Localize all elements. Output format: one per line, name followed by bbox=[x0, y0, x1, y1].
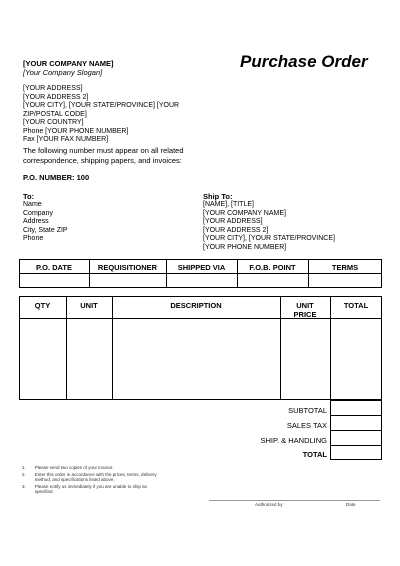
to-label: To: bbox=[23, 192, 35, 201]
to-line: Name bbox=[23, 201, 42, 208]
to-line: Phone bbox=[23, 235, 44, 242]
company-address-line: Phone [YOUR PHONE NUMBER] bbox=[23, 127, 129, 135]
ship-to-line: [YOUR CITY], [YOUR STATE/PROVINCE] bbox=[203, 235, 335, 242]
unit-price-line: UNIT bbox=[296, 301, 314, 310]
totals-divider bbox=[330, 415, 382, 416]
note-text-line: specified. bbox=[34, 489, 54, 494]
company-address-line: [YOUR CITY], [YOUR STATE/PROVINCE] [YOUR bbox=[23, 102, 180, 109]
to-line: Address bbox=[23, 218, 49, 225]
ship-to-line: [YOUR PHONE NUMBER] bbox=[203, 243, 287, 251]
note-item bbox=[22, 465, 157, 471]
to-lines bbox=[23, 201, 68, 244]
company-address-line: ZIP/POSTAL CODE] bbox=[23, 110, 87, 118]
notice-text bbox=[23, 146, 184, 165]
sales-tax-label: SALES TAX bbox=[286, 421, 327, 430]
totals-divider bbox=[330, 445, 382, 446]
notes bbox=[22, 465, 157, 495]
company-slogan: [Your Company Slogan] bbox=[23, 68, 103, 77]
note-text-line: Please notify us immediately if you are unable to ship as bbox=[34, 483, 147, 489]
ship-to-line: [YOUR COMPANY NAME] bbox=[203, 209, 286, 217]
to-line: Company bbox=[23, 209, 53, 217]
company-address-line: [YOUR ADDRESS 2] bbox=[23, 93, 89, 101]
totals-divider bbox=[330, 430, 382, 431]
notice-line: correspondence, shipping papers, and invoices: bbox=[23, 155, 182, 165]
note-number: 1. bbox=[22, 465, 26, 470]
total-label: TOTAL bbox=[302, 450, 327, 459]
authorized-by-label: Authorized by bbox=[255, 502, 283, 507]
ship-to-line: [YOUR ADDRESS] bbox=[203, 218, 263, 225]
note-text bbox=[35, 472, 157, 483]
ship-to-line: [YOUR ADDRESS 2] bbox=[203, 226, 269, 234]
order-info-divider bbox=[19, 273, 382, 274]
order-header-po-date: P.O. DATE bbox=[36, 263, 72, 272]
items-header-description: DESCRIPTION bbox=[170, 301, 222, 310]
note-text-line: Enter this order in accordance with the prices, terms, delivery bbox=[34, 471, 157, 477]
items-header-unit: UNIT bbox=[80, 301, 98, 310]
ship-to-label: Ship To: bbox=[203, 192, 233, 201]
order-header-shipped-via: SHIPPED VIA bbox=[177, 263, 226, 272]
note-text bbox=[35, 484, 147, 495]
company-name: [YOUR COMPANY NAME] bbox=[23, 59, 114, 68]
company-address bbox=[23, 85, 179, 145]
document-title: Purchase Order bbox=[240, 52, 368, 71]
date-label: Date bbox=[346, 502, 356, 507]
note-item bbox=[22, 484, 157, 495]
company-address-line: Fax [YOUR FAX NUMBER] bbox=[23, 136, 109, 143]
items-header-unit-price bbox=[280, 301, 330, 319]
ship-to-line: [NAME], [TITLE] bbox=[203, 201, 254, 208]
order-header-requisitioner: REQUISITIONER bbox=[97, 263, 158, 272]
note-number: 2. bbox=[22, 471, 26, 477]
to-line: City, State ZIP bbox=[23, 226, 68, 234]
note-text: Please send two copies of your invoice. bbox=[34, 465, 114, 470]
po-number: P.O. NUMBER: 100 bbox=[23, 173, 90, 182]
company-address-line: [YOUR COUNTRY] bbox=[23, 119, 84, 126]
company-address-line: [YOUR ADDRESS] bbox=[23, 85, 83, 92]
items-col-divider bbox=[66, 296, 67, 400]
signature-line bbox=[209, 500, 380, 501]
items-col-divider bbox=[112, 296, 113, 400]
order-header-terms: TERMS bbox=[331, 263, 359, 272]
items-header-qty: QTY bbox=[34, 301, 51, 310]
note-item bbox=[22, 472, 157, 483]
items-header-total: TOTAL bbox=[343, 301, 369, 310]
order-header-fob-point: F.O.B. POINT bbox=[249, 263, 296, 272]
notice-line: The following number must appear on all related bbox=[23, 146, 184, 155]
subtotal-label: SUBTOTAL bbox=[288, 406, 327, 415]
note-number: 3. bbox=[22, 483, 26, 489]
unit-price-line: PRICE bbox=[293, 310, 317, 319]
items-col-divider bbox=[330, 296, 331, 400]
shipping-handling-label: SHIP. & HANDLING bbox=[260, 436, 327, 445]
note-text-line: method, and specifications listed above. bbox=[34, 477, 115, 482]
ship-to-lines bbox=[203, 201, 335, 252]
